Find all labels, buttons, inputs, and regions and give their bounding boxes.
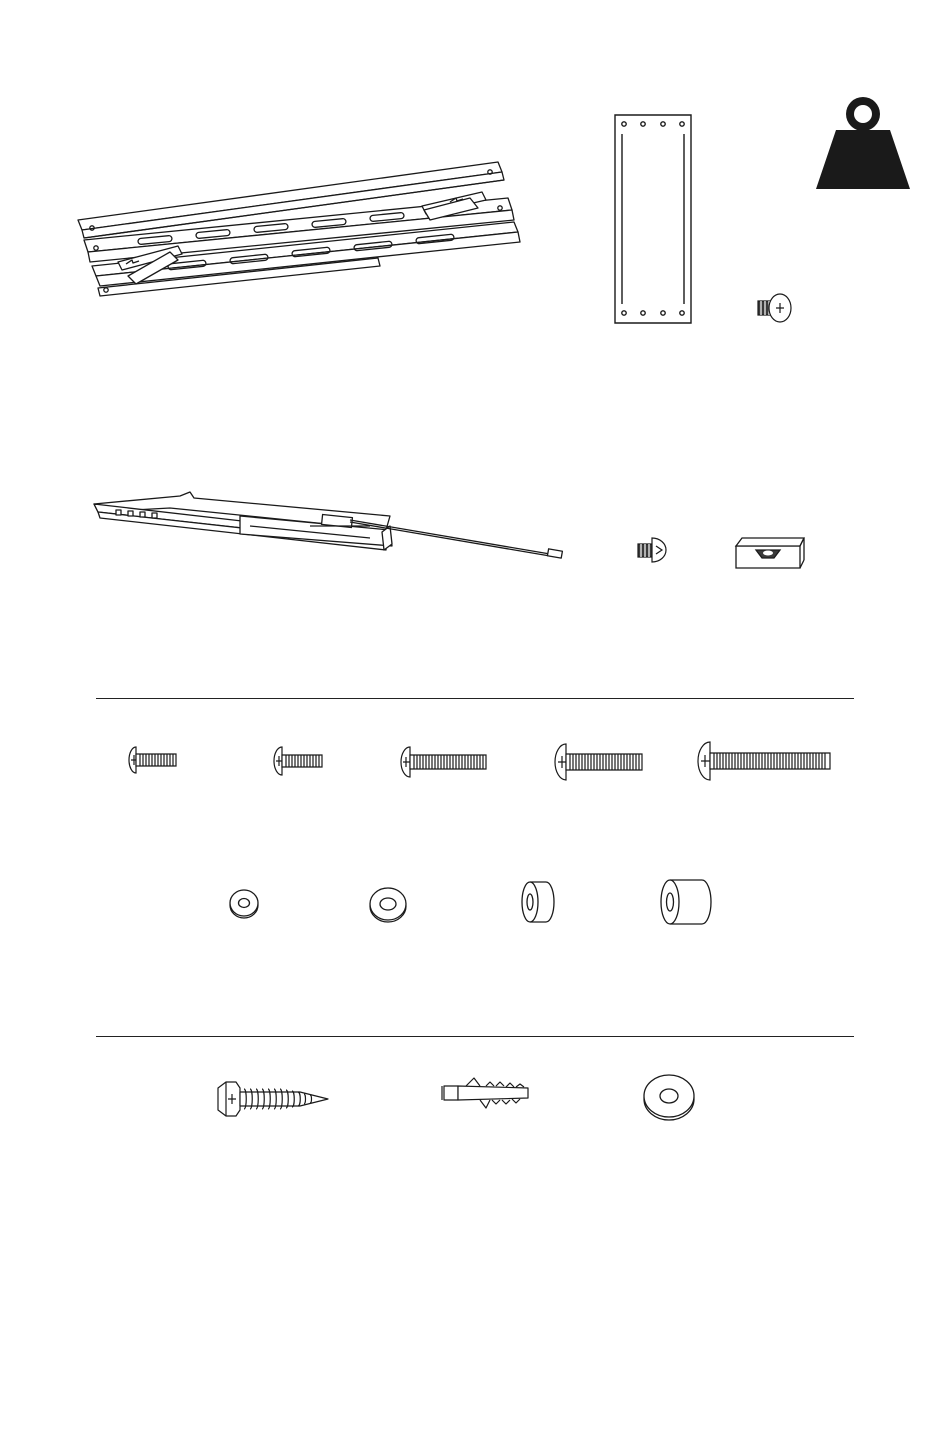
section-divider-2 — [96, 1036, 854, 1037]
washer-small-icon — [228, 888, 260, 920]
security-bolt-icon — [636, 536, 672, 564]
weight-icon — [814, 94, 912, 192]
washer-large-icon — [368, 886, 408, 924]
machine-screw-1-icon — [128, 745, 178, 775]
wall-plate-icon — [78, 150, 528, 300]
mounting-arm-icon — [90, 486, 570, 566]
machine-screw-4-icon — [552, 742, 644, 782]
bubble-level-icon — [734, 536, 804, 570]
wall-anchor-icon — [440, 1076, 532, 1112]
spacer-plate-icon — [614, 114, 692, 324]
machine-screw-5-icon — [694, 740, 832, 782]
section-divider-1 — [96, 698, 854, 699]
machine-screw-2-icon — [272, 745, 324, 777]
machine-screw-3-icon — [398, 745, 488, 779]
spacer-long-icon — [658, 878, 714, 926]
lag-washer-icon — [642, 1072, 696, 1122]
spacer-short-icon — [520, 880, 556, 924]
lag-bolt-icon — [214, 1078, 332, 1120]
small-screw-icon — [754, 292, 794, 324]
